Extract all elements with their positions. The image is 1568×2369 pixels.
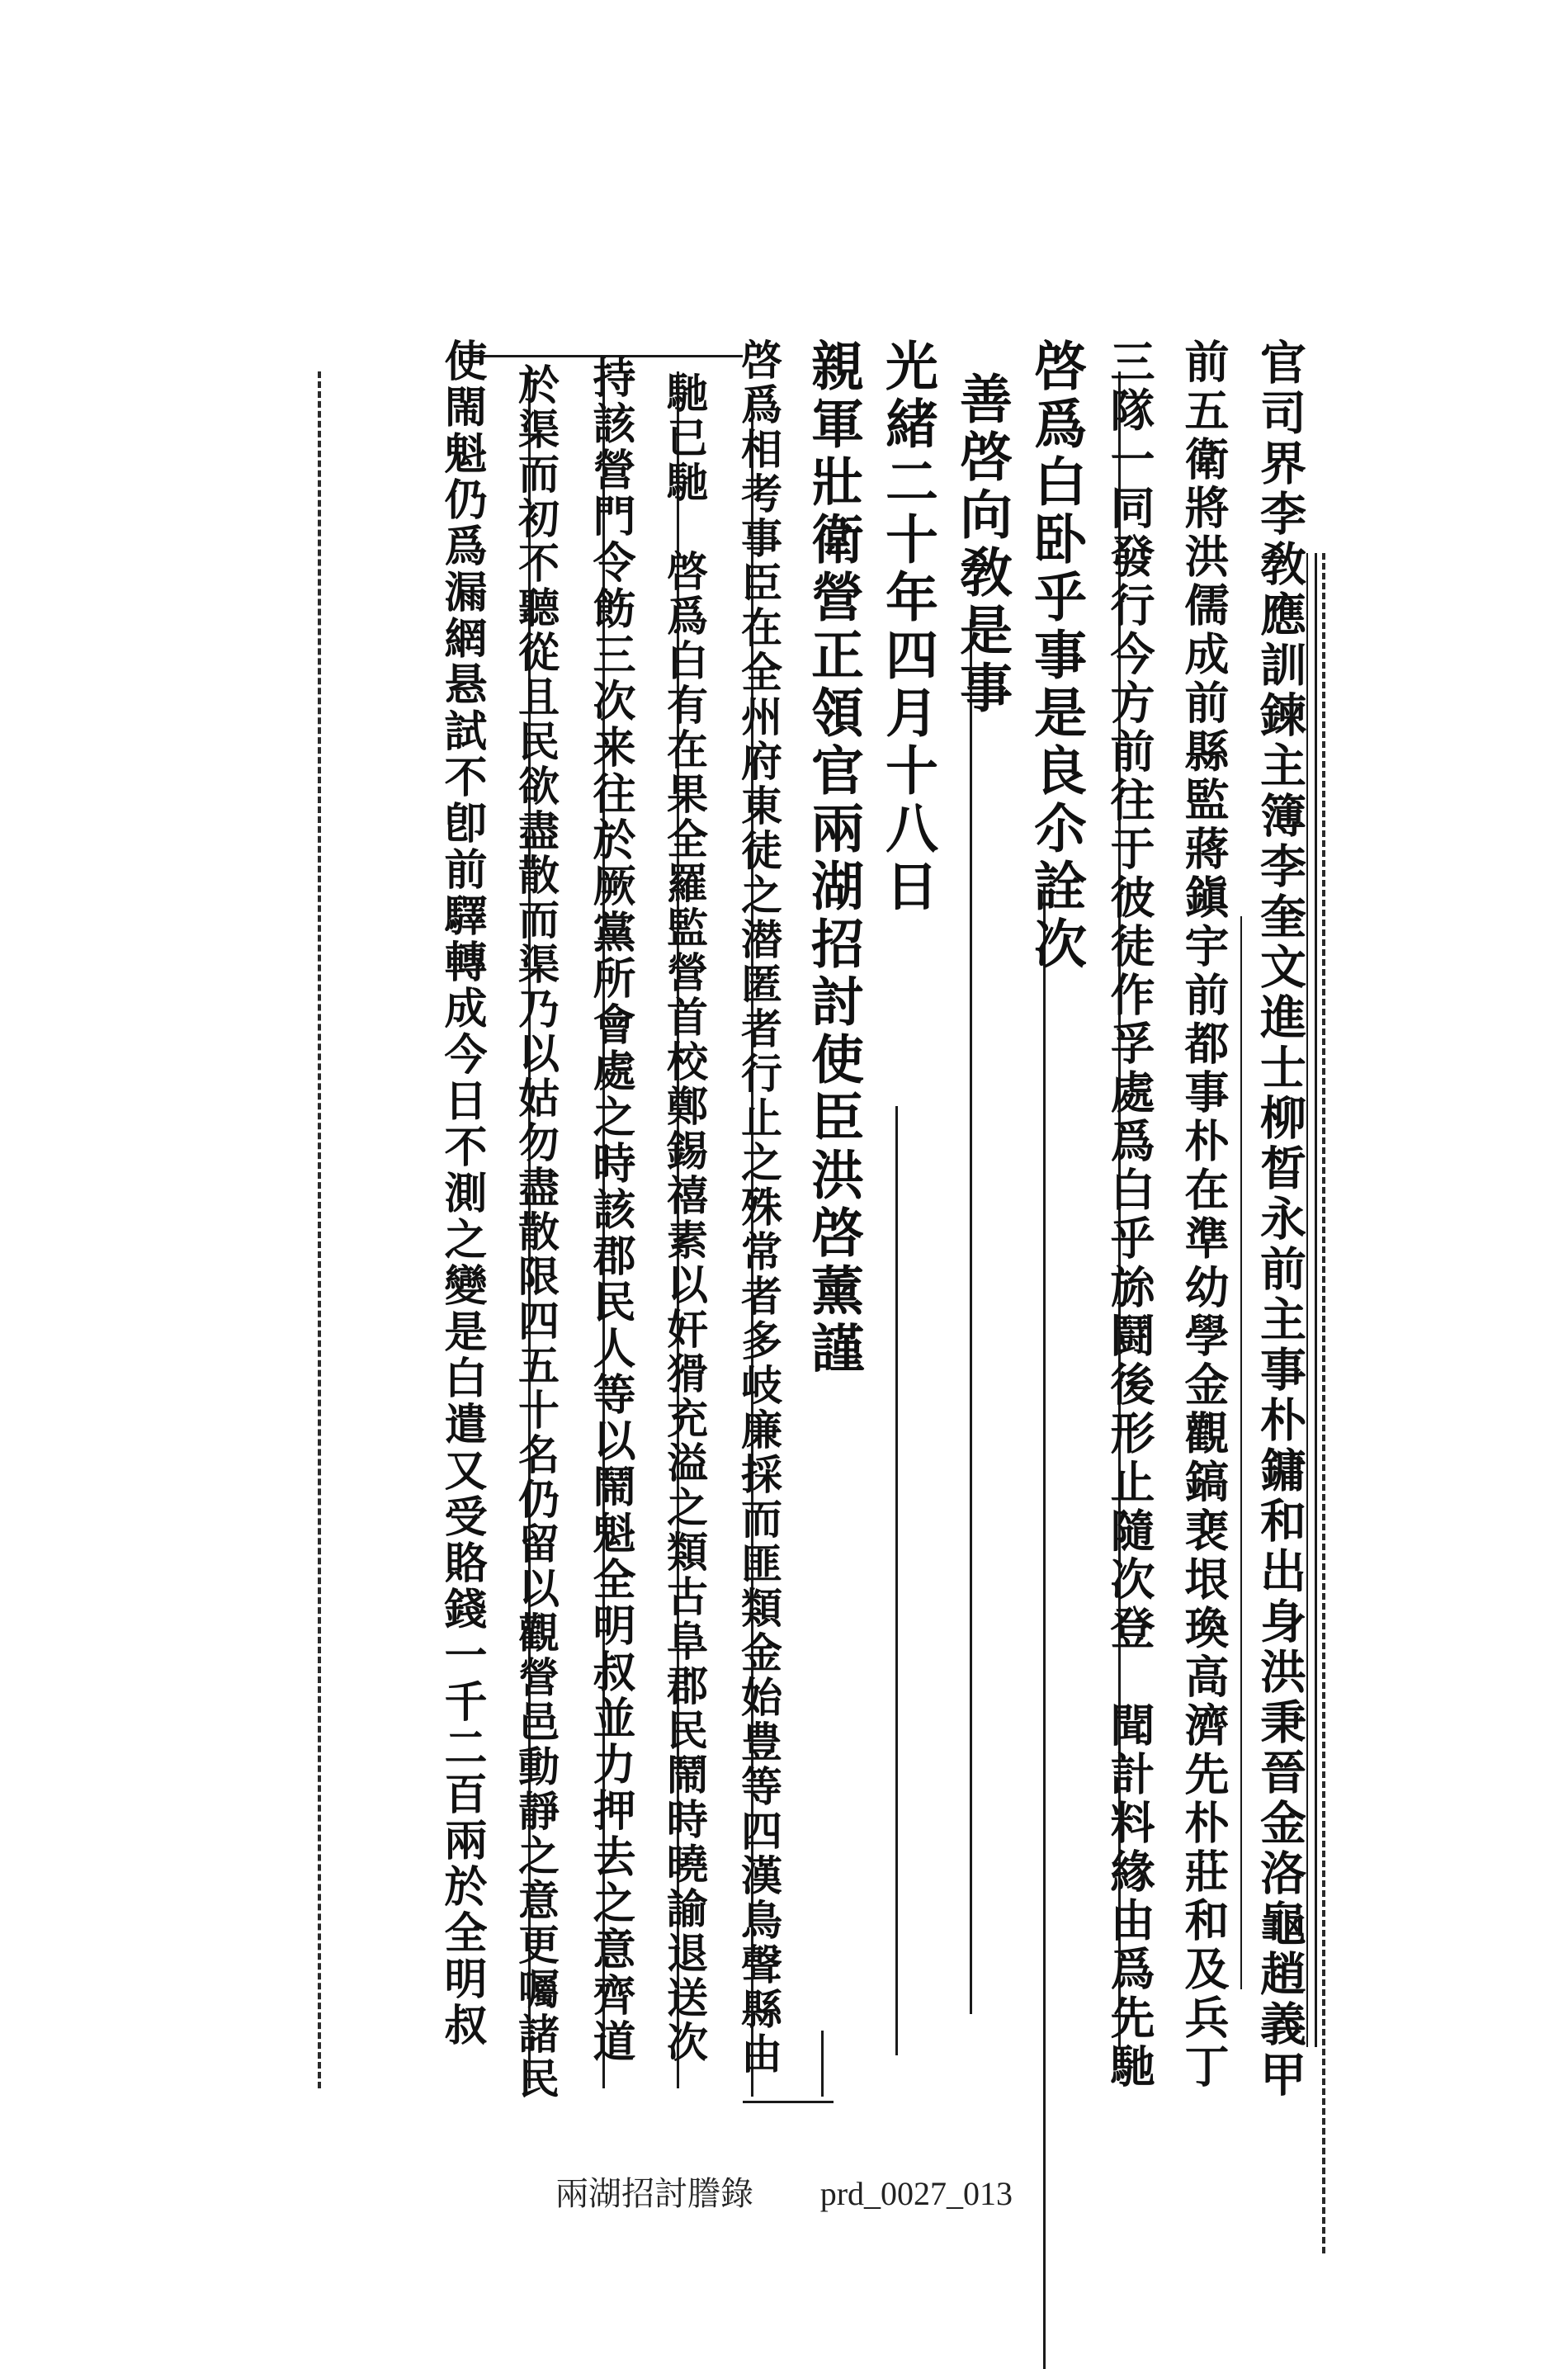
text-column-8: 啓爲相考事臣在全州府東徒之潜匿者行止之殊常者多岐廉採而匪類金始豊等四漢鳥聲縣由: [734, 338, 783, 2077]
column-rule: [821, 2031, 824, 2097]
column-rule: [1315, 553, 1317, 2047]
text-column-10: 持該營門令飭三次来往於厥黨所會處之時該郡民人等以鬧魁全明叔並力押去之意齊道: [585, 355, 635, 2065]
text-column-1: 官司界李敎應訓鍊主簿李奎文進士柳晳永前主事朴鏞和出身洪秉晉金洛龜趙義甲: [1253, 338, 1307, 2101]
footer-code: prd_0027_013: [819, 2175, 1013, 2212]
text-column-4: 啓爲白卧乎事是良尒詮次: [1025, 338, 1087, 974]
text-column-9: 馳已馳 啓爲白有在果全羅監營首校鄭錫禧素以奸猾充溢之類古阜郡民鬧時曉諭退送次: [660, 371, 709, 2065]
text-column-11: 於渠而初不聽從且民欲盡散而渠乃以姑勿盡散限四五十名仍留以觀營邑動靜之意更囑諸民: [512, 363, 560, 2102]
text-column-5: 善啓向敎是事: [951, 371, 1013, 718]
text-column-12: 使閙魁仍爲漏網悬試不卽前驛轉成今日不測之變是白遣又受賂錢一千二百兩於全明叔: [437, 338, 487, 2049]
text-column-3: 三隊一同發行今方前往于彼徒作孚處爲白乎旀鬪後形止隨次登 聞計料緣由爲先馳: [1103, 338, 1156, 2092]
column-rule: [970, 619, 972, 2014]
text-column-6: 光緒二十年四月十八日: [876, 338, 938, 916]
text-column-2: 前五衛將洪儒成前縣監蔣鎭宇前都事朴在準幼學金觀鎬裵垠瑍高濟先朴莊和及兵丁: [1178, 338, 1230, 2092]
page-edge-rule: [1322, 553, 1325, 2253]
page-edge-rule: [318, 371, 321, 2088]
footer-title: 兩湖招討謄錄: [555, 2175, 753, 2213]
column-rule: [895, 1106, 898, 2055]
column-rule: [1043, 883, 1046, 2369]
text-column-7: 親軍壯衛營正領官兩湖招討使臣洪啓薰謹: [802, 338, 864, 1378]
page-footer: [0, 2168, 1568, 2215]
column-rule: [1240, 916, 1242, 1989]
scanned-leaf: [305, 338, 1329, 2121]
bottom-rule: [743, 2101, 834, 2103]
